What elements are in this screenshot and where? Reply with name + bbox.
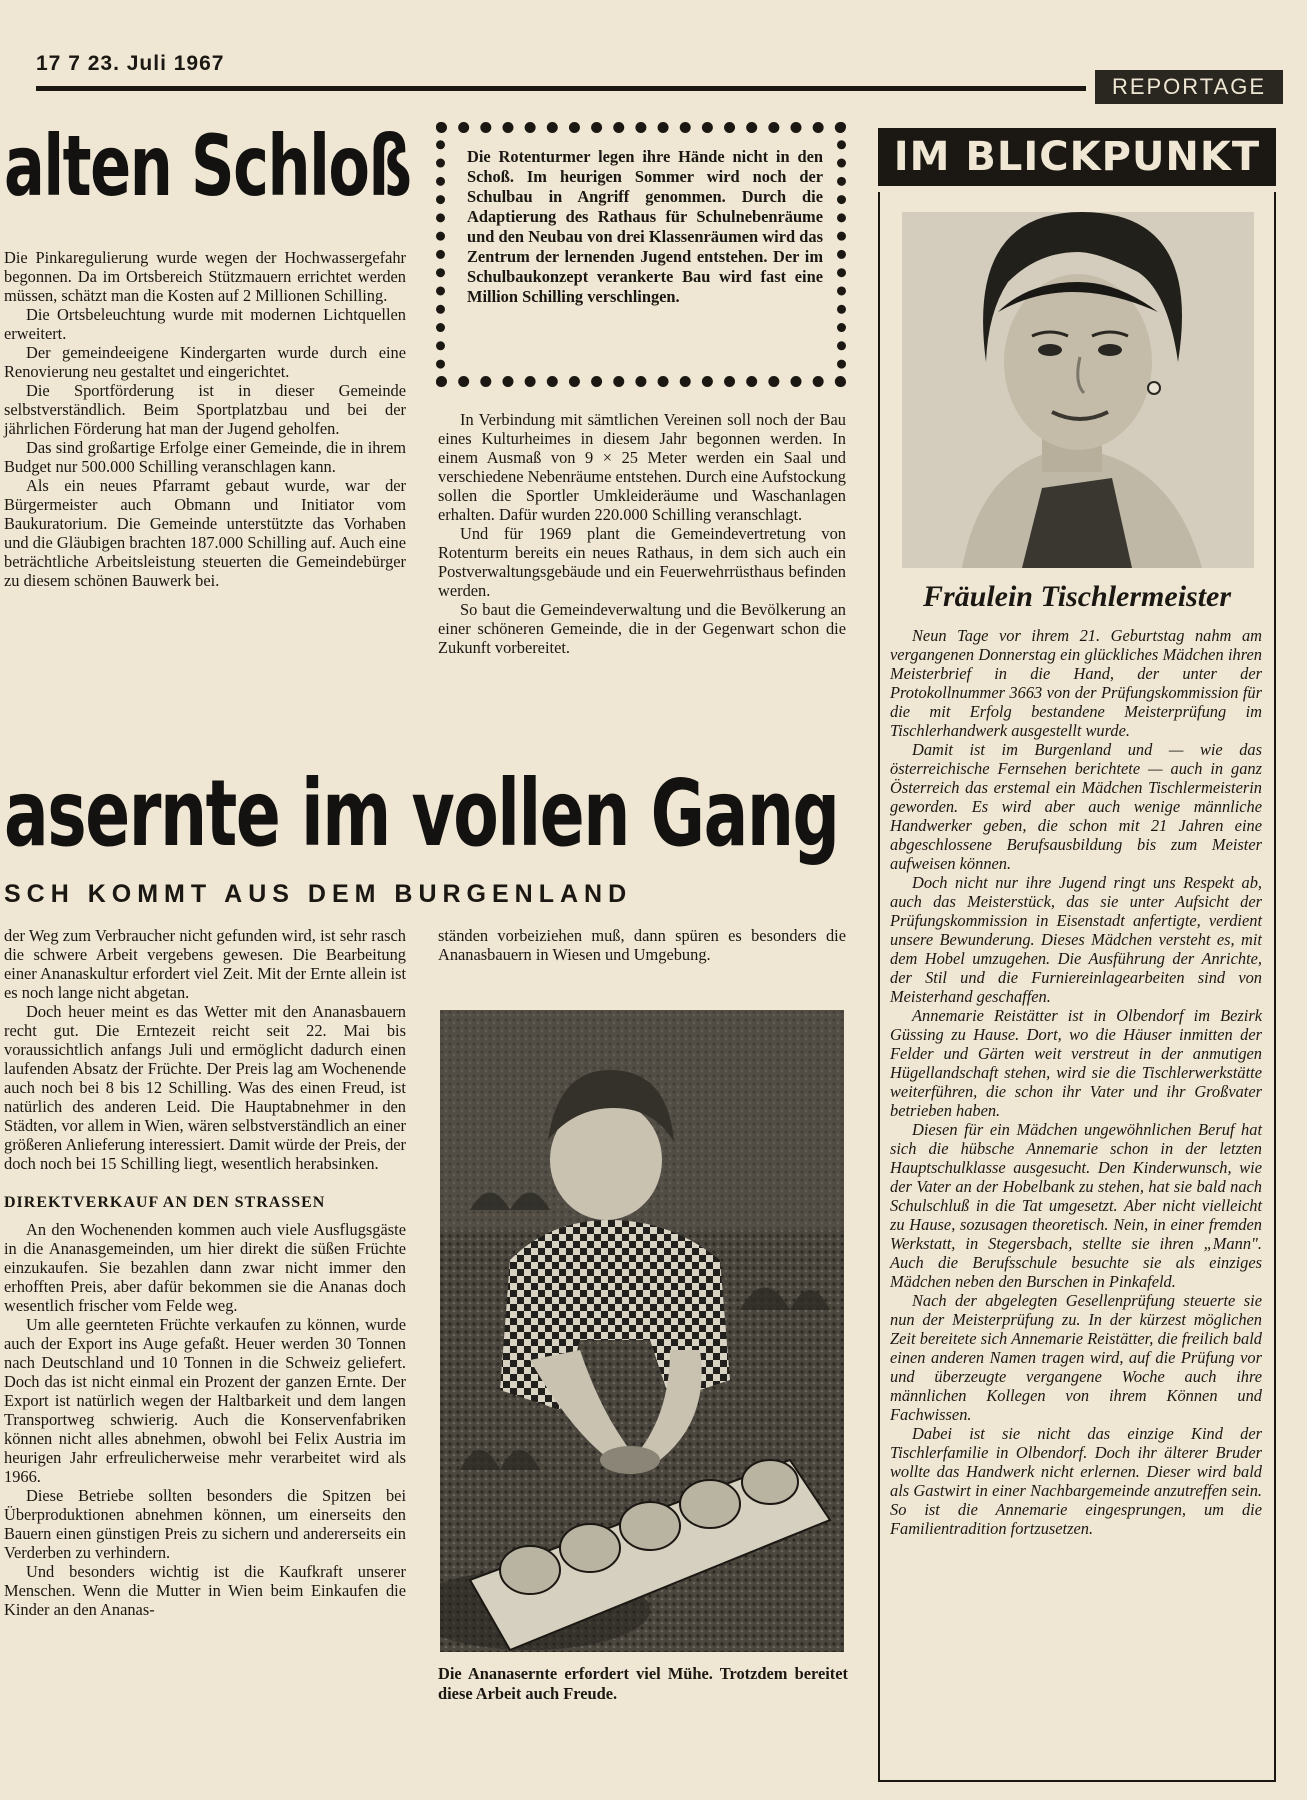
harvest-photo <box>440 1010 844 1652</box>
paragraph: Nach der abgelegten Gesellenprüfung steuerte sie nun der Meisterprüfung zu. In der kürzest möglichen Zeit bereitete sich Annemarie Reistätter, die freilich bald einen anderen Namen tragen wird, auf die Prüfung vor und überzeugte vergangene Woche auch ihre männlichen Kollegen von ihrem Können und Fachwissen. <box>890 1291 1262 1424</box>
blickpunkt-title: IM BLICKPUNKT <box>878 128 1276 186</box>
section-subhead: DIREKTVERKAUF AN DEN STRASSEN <box>4 1194 326 1211</box>
paragraph: Und besonders wichtig ist die Kaufkraft unserer Menschen. Wenn die Mutter in Wien beim Einkaufen die Kinder an den Ananas- <box>4 1562 406 1619</box>
paragraph: Doch heuer meint es das Wetter mit den Ananasbauern recht gut. Die Erntezeit reicht seit 22. Mai bis voraussichtlich anfangs Juli und ermöglicht dadurch einen laufenden Absatz der Früchte. Der Preis lag am Wochenende auch noch bei 8 bis 12 Schilling. Was des einen Freud, ist natürlich des anderen Leid. Die Hauptabnehmer in den Städten, vor allem in Wien, wären selbstverständlich an einer größeren Anlieferung interessiert. Damit würde der Preis, der doch noch bei 15 Schilling liegt, wesentlich herabsinken. <box>4 1002 406 1173</box>
paragraph: Die Sportförderung ist in dieser Gemeinde selbstverständlich. Beim Sportplatzbau und bei der jährlichen Förderung hat man der Jugend geholfen. <box>4 381 406 438</box>
top-headline: alten Schloß <box>4 117 411 215</box>
bottom-right-column <box>438 926 846 964</box>
issue-date: 17 7 23. Juli 1967 <box>36 52 225 75</box>
paragraph: Der gemeindeeigene Kindergarten wurde durch eine Renovierung neu gestaltet und eingerichtet. <box>4 343 406 381</box>
paragraph: Das sind großartige Erfolge einer Gemeinde, die in ihrem Budget nur 500.000 Schilling veranschlagen kann. <box>4 438 406 476</box>
paragraph: Die Pinkaregulierung wurde wegen der Hochwassergefahr begonnen. Da im Ortsbereich Stützmauern errichtet werden müssen, schätzt man die Kosten auf 2 Millionen Schilling. <box>4 248 406 305</box>
paragraph: Die Ortsbeleuchtung wurde mit modernen Lichtquellen erweitert. <box>4 305 406 343</box>
header-rule <box>36 86 1086 91</box>
bottom-subheadline: SCH KOMMT AUS DEM BURGENLAND <box>4 880 633 908</box>
top-right-column <box>438 410 846 657</box>
bottom-headline: asernte im vollen Gang <box>4 760 839 867</box>
paragraph: Als ein neues Pfarramt gebaut wurde, war der Bürgermeister auch Obmann und Initiator vom Baukuratorium. Die Gemeinde unterstützte das Vorhaben und die Gläubigen brachten 187.000 Schilling auf. Auch eine beträchtliche Arbeitsleistung steuerten die Gemeindebürger zu diesem schönen Bauwerk bei. <box>4 476 406 590</box>
paragraph: So baut die Gemeindeverwaltung und die Bevölkerung an einer schöneren Gemeinde, die in der Gegenwart schon die Zukunft vorbereitet. <box>438 600 846 657</box>
paragraph: Um alle geernteten Früchte verkaufen zu können, wurde auch der Export ins Auge gefaßt. Heuer werden 30 Tonnen nach Deutschland und 10 Tonnen in die Schweiz geliefert. Doch das ist nicht einmal ein Prozent der ganzen Ernte. Der Export ist natürlich wegen der Haltbarkeit und dem langen Transportweg schwierig. Auch die Konservenfabriken können nicht alles abnehmen, obwohl bei Felix Austria im heurigen Jahr erfreulicherweise mehr verarbeitet wird als 1966. <box>4 1315 406 1486</box>
photo-caption: Die Ananasernte erfordert viel Mühe. Trotzdem bereitet diese Arbeit auch Freude. <box>438 1664 848 1703</box>
info-box-text: Die Rotenturmer legen ihre Hände nicht in den Schoß. Im heurigen Sommer wird noch der Schulbau in Angriff genommen. Durch die Adaptierung des Rathaus für Schulnebenräume und den Neubau von drei Klassenräumen wird das Zentrum der lernenden Jugend entstehen. Der im Schulbaukonzept verankerte Bau wird fast eine Million Schilling verschlingen. <box>467 147 823 306</box>
paragraph: Neun Tage vor ihrem 21. Geburtstag nahm am vergangenen Donnerstag ein glückliches Mädchen ihren Meisterbrief in die Hand, der unter der Protokollnummer 3663 von der Prüfungskommission für die mit Erfolg bestandene Meisterprüfung im Tischlerhandwerk ausgestellt wurde. <box>890 626 1262 740</box>
paragraph: Doch nicht nur ihre Jugend ringt uns Respekt ab, auch das Meisterstück, das sie unter Aufsicht der Prüfungskommission in Eisenstadt anfertigte, verdient unsere Bewunderung. Dieses Mädchen versteht es, mit dem Hobel umzugehen. Die Ausführung der Anrichte, der Stil und die Furniereinlagearbeiten sind von Meisterhand geschaffen. <box>890 873 1262 1006</box>
blickpunkt-text <box>890 626 1262 1538</box>
blickpunkt-heading: Fräulein Tischlermeister <box>922 580 1232 613</box>
paragraph: Diese Betriebe sollten besonders die Spitzen bei Überproduktionen abnehmen können, um einerseits den Bauern einen günstigen Preis zu sichern und andererseits ein Verderben zu verhindern. <box>4 1486 406 1562</box>
paragraph: Damit ist im Burgenland und — wie das österreichische Fernsehen berichtete — auch in ganz Österreich das erstemal ein Mädchen Tischlermeisterin geworden. Es wird aber auch wenige männliche Handwerker geben, die schon mit 21 Jahren eine abgeschlossene Berufsausbildung bis zum Meister aufweisen können. <box>890 740 1262 873</box>
info-box <box>436 122 846 387</box>
paragraph: Diesen für ein Mädchen ungewöhnlichen Beruf hat sich die hübsche Annemarie schon in der letzten Hauptschulklasse ausgesucht. Den Kinderwunsch, wie der Vater an der Hobelbank zu stehen, hat sie bald nach Schulschluß in die Tat umgesetzt. Aber nicht vielleicht zu Hause, sozusagen theoretisch. Nein, in einer fremden Werkstatt, in Stegersbach, stellte sie ihren „Mann". Auch die Berufsschule besuchte sie als einziges Mädchen neben den Burschen in Pinkafeld. <box>890 1120 1262 1291</box>
top-left-column <box>4 248 406 590</box>
section-rubric: REPORTAGE <box>1095 70 1283 104</box>
paragraph: der Weg zum Verbraucher nicht gefunden wird, ist sehr rasch die schwere Arbeit vergebens gewesen. Die Bearbeitung einer Ananaskultur erfordert viel Zeit. Mit der Ernte allein ist es noch lange nicht abgetan. <box>4 926 406 1002</box>
paragraph: An den Wochenenden kommen auch viele Ausflugsgäste in die Ananasgemeinden, um hier direkt die süßen Früchte einzukaufen. Sie bezahlen dann zwar nicht immer den erhofften Preis, aber dafür bekommen sie die Ananas doch wesentlich frischer vom Felde weg. <box>4 1220 406 1315</box>
paragraph: Annemarie Reistätter ist in Olbendorf im Bezirk Güssing zu Hause. Dort, wo die Häuser inmitten der Felder und Gärten weit verstreut in der anmutigen Hügellandschaft stehen, wird sie die Tischlerwerkstätte weiterführen, die schon ihr Vater und ihr Großvater betrieben haben. <box>890 1006 1262 1120</box>
bottom-left-column <box>4 926 406 1619</box>
paragraph: In Verbindung mit sämtlichen Vereinen soll noch der Bau eines Kulturheimes in diesem Jahr begonnen werden. In einem Ausmaß von 9 × 25 Meter werden ein Saal und verschiedene Nebenräume entstehen. Durch eine Aufstockung sollen die Sportler Umkleideräume und Waschanlagen erhalten. Dafür wurden 220.000 Schilling veranschlagt. <box>438 410 846 524</box>
paragraph: Dabei ist sie nicht das einzige Kind der Tischlerfamilie in Olbendorf. Doch ihr älterer Bruder wollte das Handwerk nicht erlernen. Dieser wird bald als Gastwirt in einer Nachbargemeinde anzutreffen sein. So ist die Annemarie eingesprungen, um die Familientradition fortzusetzen. <box>890 1424 1262 1538</box>
paragraph: Und für 1969 plant die Gemeindevertretung von Rotenturm bereits ein neues Rathaus, in dem sich auch ein Postverwaltungsgebäude und ein Feuerwehrrüsthaus befinden werden. <box>438 524 846 600</box>
paragraph: ständen vorbeiziehen muß, dann spüren es besonders die Ananasbauern in Wiesen und Umgebung. <box>438 926 846 964</box>
portrait-photo <box>902 212 1254 568</box>
